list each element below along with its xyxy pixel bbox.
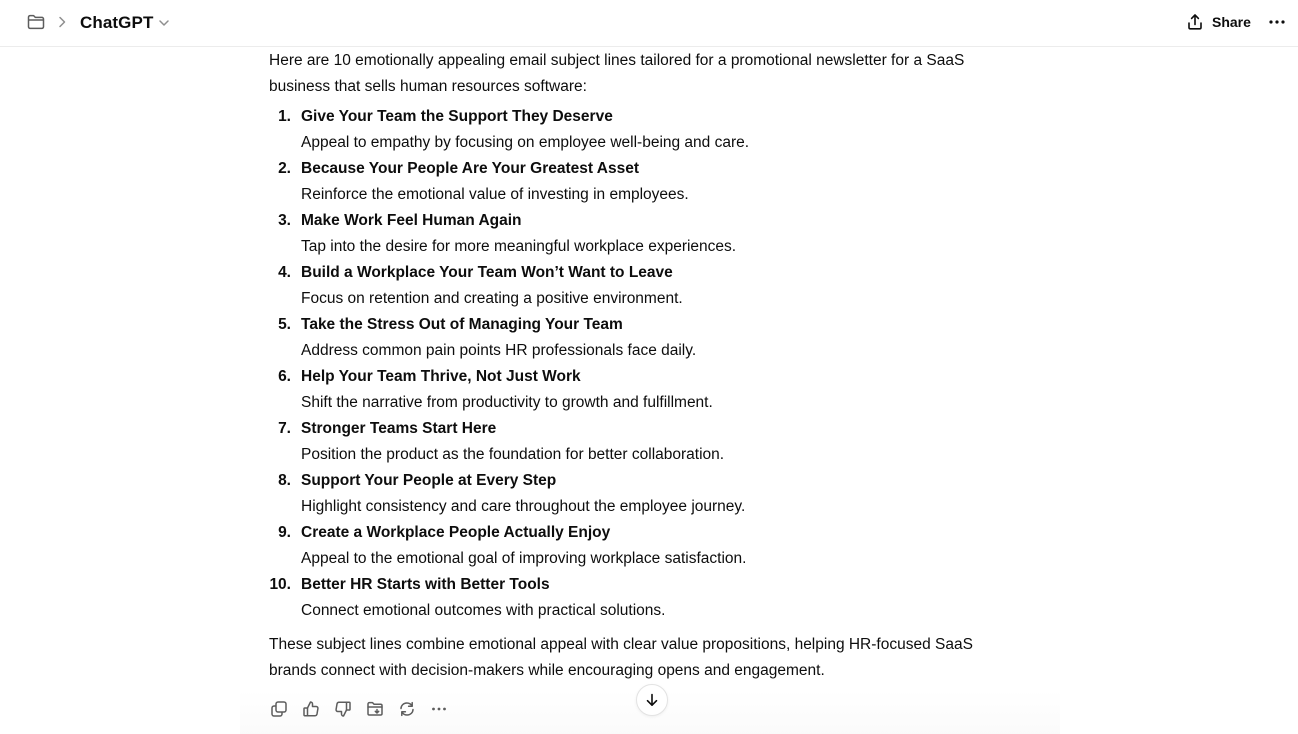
item-number: 6. bbox=[278, 368, 291, 385]
ellipsis-icon[interactable] bbox=[1266, 12, 1288, 32]
top-bar bbox=[0, 0, 1298, 47]
share-label: Share bbox=[1212, 14, 1251, 30]
list-item bbox=[269, 468, 1009, 520]
item-title: Because Your People Are Your Greatest Asset bbox=[301, 160, 639, 177]
item-description: Focus on retention and creating a positive environment. bbox=[301, 290, 683, 307]
chevron-down-icon bbox=[158, 17, 170, 29]
save-to-project-icon bbox=[366, 700, 384, 718]
item-number: 9. bbox=[278, 524, 291, 541]
message-outro bbox=[269, 632, 1009, 684]
item-description: Shift the narrative from productivity to growth and fulfillment. bbox=[301, 394, 713, 411]
thumbs-down-icon bbox=[334, 700, 352, 718]
share-button[interactable] bbox=[1180, 10, 1251, 34]
list-item bbox=[269, 416, 1009, 468]
item-description: Connect emotional outcomes with practical solutions. bbox=[301, 602, 666, 619]
outro-line: brands connect with decision-makers while encouraging opens and engagement. bbox=[269, 662, 825, 679]
item-description: Tap into the desire for more meaningful workplace experiences. bbox=[301, 238, 737, 255]
item-title: Support Your People at Every Step bbox=[301, 472, 557, 489]
more-actions-icon bbox=[430, 700, 448, 718]
item-title: Stronger Teams Start Here bbox=[301, 420, 497, 437]
chevron-right-icon bbox=[56, 15, 68, 29]
item-title: Take the Stress Out of Managing Your Team bbox=[301, 316, 623, 333]
item-description: Appeal to empathy by focusing on employee well-being and care. bbox=[301, 134, 750, 151]
item-title: Give Your Team the Support They Deserve bbox=[301, 108, 613, 125]
copy-icon bbox=[270, 700, 288, 718]
good-response-button[interactable] bbox=[300, 698, 322, 720]
item-number: 1. bbox=[278, 108, 291, 125]
assistant-message bbox=[269, 48, 1009, 684]
more-actions-button[interactable] bbox=[428, 698, 450, 720]
list-item bbox=[269, 156, 1009, 208]
model-switcher[interactable] bbox=[80, 11, 170, 35]
arrow-down-icon bbox=[644, 692, 660, 708]
folder-icon[interactable] bbox=[27, 14, 45, 30]
item-description: Reinforce the emotional value of investing in employees. bbox=[301, 186, 689, 203]
list-item bbox=[269, 572, 1009, 624]
copy-button[interactable] bbox=[268, 698, 290, 720]
item-number: 2. bbox=[278, 160, 291, 177]
scroll-to-bottom-button[interactable] bbox=[636, 684, 668, 716]
item-title: Build a Workplace Your Team Won’t Want to Leave bbox=[301, 264, 673, 281]
outro-line: These subject lines combine emotional appeal with clear value propositions, helping HR-focused SaaS bbox=[269, 636, 973, 653]
share-icon bbox=[1186, 13, 1204, 31]
item-description: Position the product as the foundation for better collaboration. bbox=[301, 446, 725, 463]
item-number: 10. bbox=[269, 576, 291, 593]
list-item bbox=[269, 520, 1009, 572]
item-title: Better HR Starts with Better Tools bbox=[301, 576, 550, 593]
save-to-project-button[interactable] bbox=[364, 698, 386, 720]
model-name: ChatGPT bbox=[80, 13, 154, 32]
item-title: Create a Workplace People Actually Enjoy bbox=[301, 524, 611, 541]
item-description: Address common pain points HR professionals face daily. bbox=[301, 342, 697, 359]
intro-line: business that sells human resources software: bbox=[269, 78, 587, 95]
message-intro bbox=[269, 48, 1009, 100]
list-item bbox=[269, 364, 1009, 416]
subject-line-list bbox=[269, 104, 1009, 624]
item-title: Make Work Feel Human Again bbox=[301, 212, 522, 229]
list-item bbox=[269, 260, 1009, 312]
item-title: Help Your Team Thrive, Not Just Work bbox=[301, 368, 581, 385]
item-number: 5. bbox=[278, 316, 291, 333]
item-number: 3. bbox=[278, 212, 291, 229]
intro-line: Here are 10 emotionally appealing email subject lines tailored for a promotional newsletter for a SaaS bbox=[269, 52, 965, 69]
thumbs-up-icon bbox=[302, 700, 320, 718]
message-action-bar bbox=[268, 697, 460, 721]
list-item bbox=[269, 208, 1009, 260]
item-description: Appeal to the emotional goal of improving workplace satisfaction. bbox=[301, 550, 747, 567]
item-number: 4. bbox=[278, 264, 291, 281]
item-description: Highlight consistency and care throughout the employee journey. bbox=[301, 498, 746, 515]
list-item bbox=[269, 312, 1009, 364]
regenerate-icon bbox=[398, 700, 416, 718]
list-item bbox=[269, 104, 1009, 156]
regenerate-button[interactable] bbox=[396, 698, 418, 720]
item-number: 7. bbox=[278, 420, 291, 437]
item-number: 8. bbox=[278, 472, 291, 489]
bad-response-button[interactable] bbox=[332, 698, 354, 720]
